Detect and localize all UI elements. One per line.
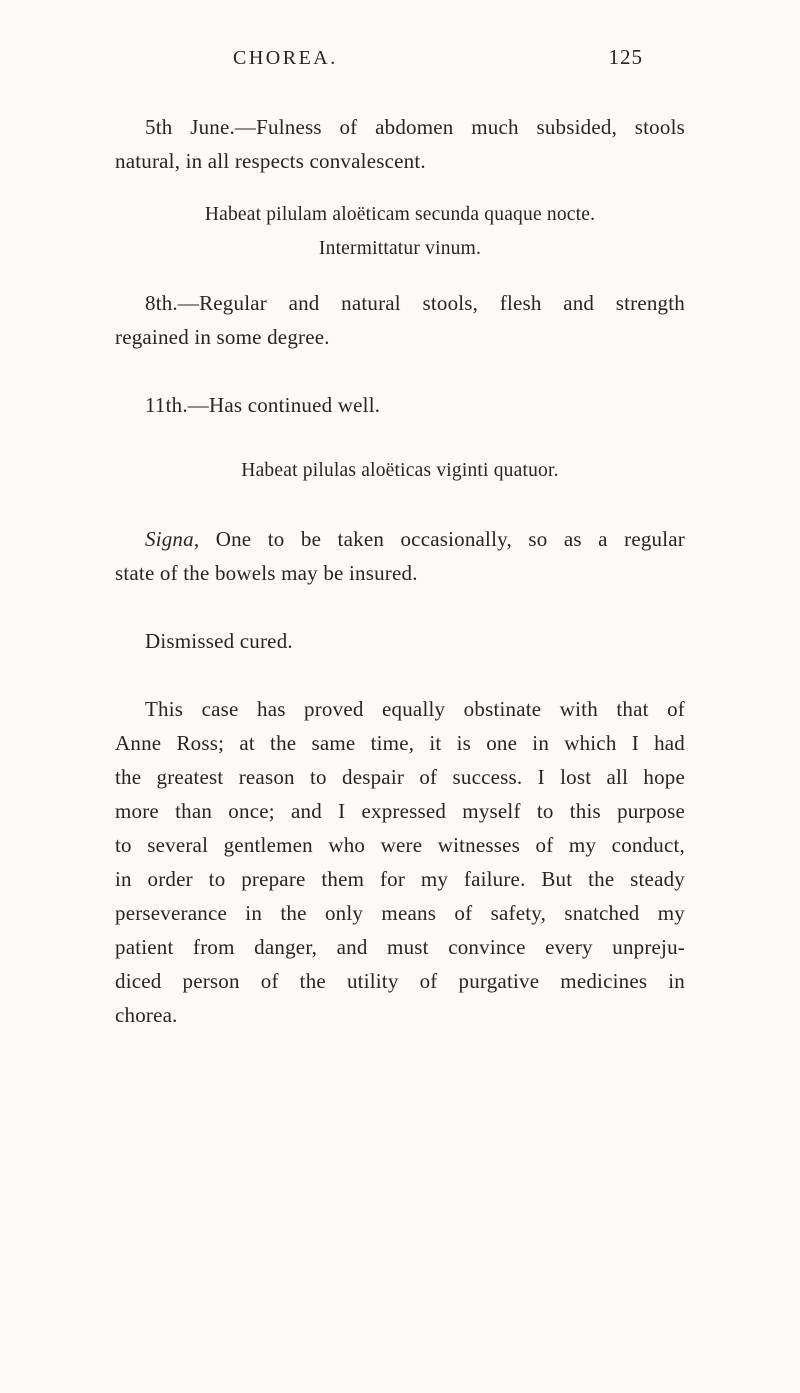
running-title: CHOREA. [233, 47, 338, 69]
signa-directions [115, 522, 685, 590]
page-header [115, 45, 685, 70]
text-line: 5th June.—Fulness of abdomen much subsided, stools [145, 115, 685, 139]
signa-label: Signa, [145, 527, 200, 551]
text-line: natural, in all respects convalescent. [115, 149, 426, 173]
closing-paragraph [115, 692, 685, 1032]
text-line: Habeat pilulam aloëticam secunda quaque nocte. [204, 204, 596, 225]
text-line [115, 522, 685, 556]
dismissed-note [115, 624, 685, 658]
text-line: Anne Ross; at the same time, it is one in which I had [115, 731, 685, 755]
text-line: patient from danger, and must convince every unpreju- [115, 935, 685, 959]
case-entry-11th [115, 388, 685, 422]
page-number: 125 [608, 45, 643, 69]
text-line: more than once; and I expressed myself to this purpose [115, 799, 685, 823]
text-line: This case has proved equally obstinate with that of [145, 697, 685, 721]
case-entry-8th [115, 286, 685, 354]
text-line: chorea. [115, 1003, 178, 1027]
text-line: state of the bowels may be insured. [115, 561, 418, 585]
text-line: the greatest reason to despair of success. I lost all hope [115, 765, 685, 789]
text-line: Habeat pilulas aloëticas viginti quatuor. [241, 460, 559, 481]
text-line: diced person of the utility of purgative medicines in [115, 969, 685, 993]
text-line: 8th.—Regular and natural stools, flesh and strength [145, 291, 685, 315]
latin-prescription-1 [115, 198, 685, 266]
signa-text: One to be taken occasionally, so as a regular [199, 527, 685, 551]
text-line: 11th.—Has continued well. [145, 393, 381, 417]
case-entry-5th-june [115, 110, 685, 178]
text-line: regained in some degree. [115, 325, 330, 349]
text-line: in order to prepare them for my failure. But the steady [115, 867, 685, 891]
text-line: Dismissed cured. [145, 629, 293, 653]
text-line: Intermittatur vinum. [318, 238, 482, 259]
latin-prescription-2 [115, 454, 685, 488]
text-line: to several gentlemen who were witnesses of my conduct, [115, 833, 685, 857]
text-line: perseverance in the only means of safety, snatched my [115, 901, 685, 925]
